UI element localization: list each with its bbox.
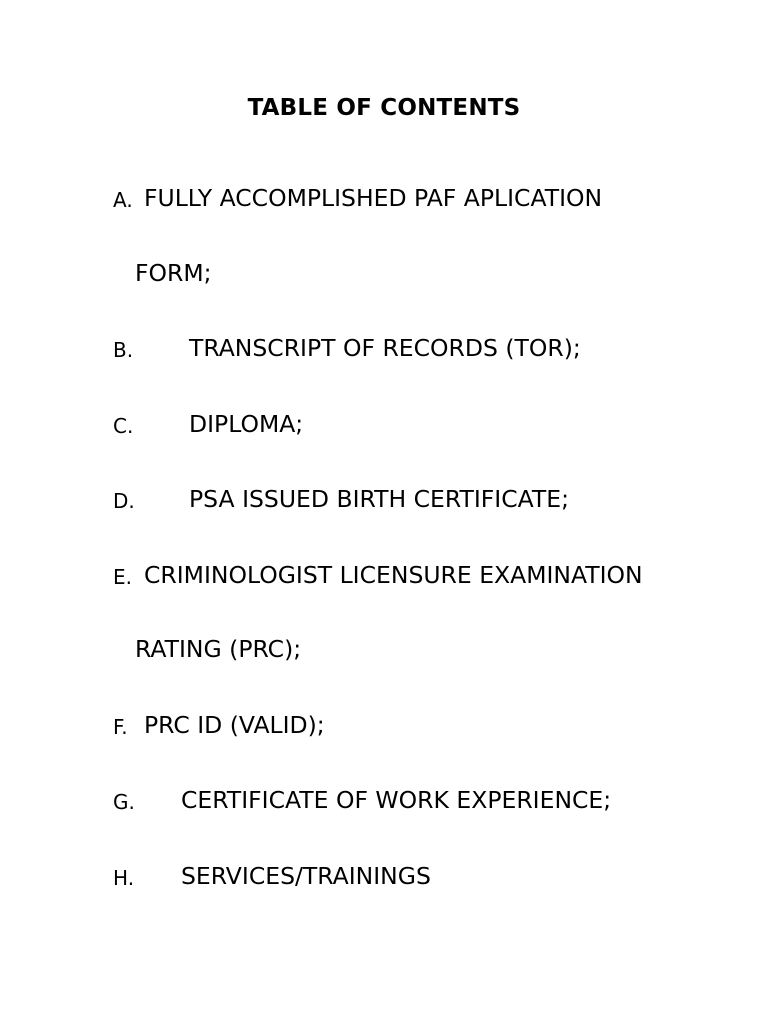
toc-item-text: DIPLOMA; (189, 410, 304, 438)
toc-item-text: TRANSCRIPT OF RECORDS (TOR); (189, 334, 581, 362)
toc-item-letter: D. (113, 489, 135, 513)
toc-item-continuation: RATING (PRC); (135, 635, 302, 663)
toc-item-letter: A. (113, 188, 133, 212)
toc-item-text: CRIMINOLOGIST LICENSURE EXAMINATION (144, 561, 643, 589)
toc-item-text: PRC ID (VALID); (144, 711, 325, 739)
toc-item-text: PSA ISSUED BIRTH CERTIFICATE; (189, 485, 570, 513)
toc-item-letter: G. (113, 790, 135, 814)
toc-item-letter: F. (113, 715, 128, 739)
toc-item-text: FULLY ACCOMPLISHED PAF APLICATION (144, 184, 603, 212)
toc-item-text: CERTIFICATE OF WORK EXPERIENCE; (181, 786, 612, 814)
toc-item-text: SERVICES/TRAININGS (181, 862, 431, 890)
toc-item-letter: C. (113, 414, 134, 438)
toc-item-continuation: FORM; (135, 259, 212, 287)
page-title: TABLE OF CONTENTS (247, 95, 521, 121)
toc-item-letter: E. (113, 565, 132, 589)
toc-item-letter: H. (113, 866, 135, 890)
toc-item-letter: B. (113, 338, 134, 362)
